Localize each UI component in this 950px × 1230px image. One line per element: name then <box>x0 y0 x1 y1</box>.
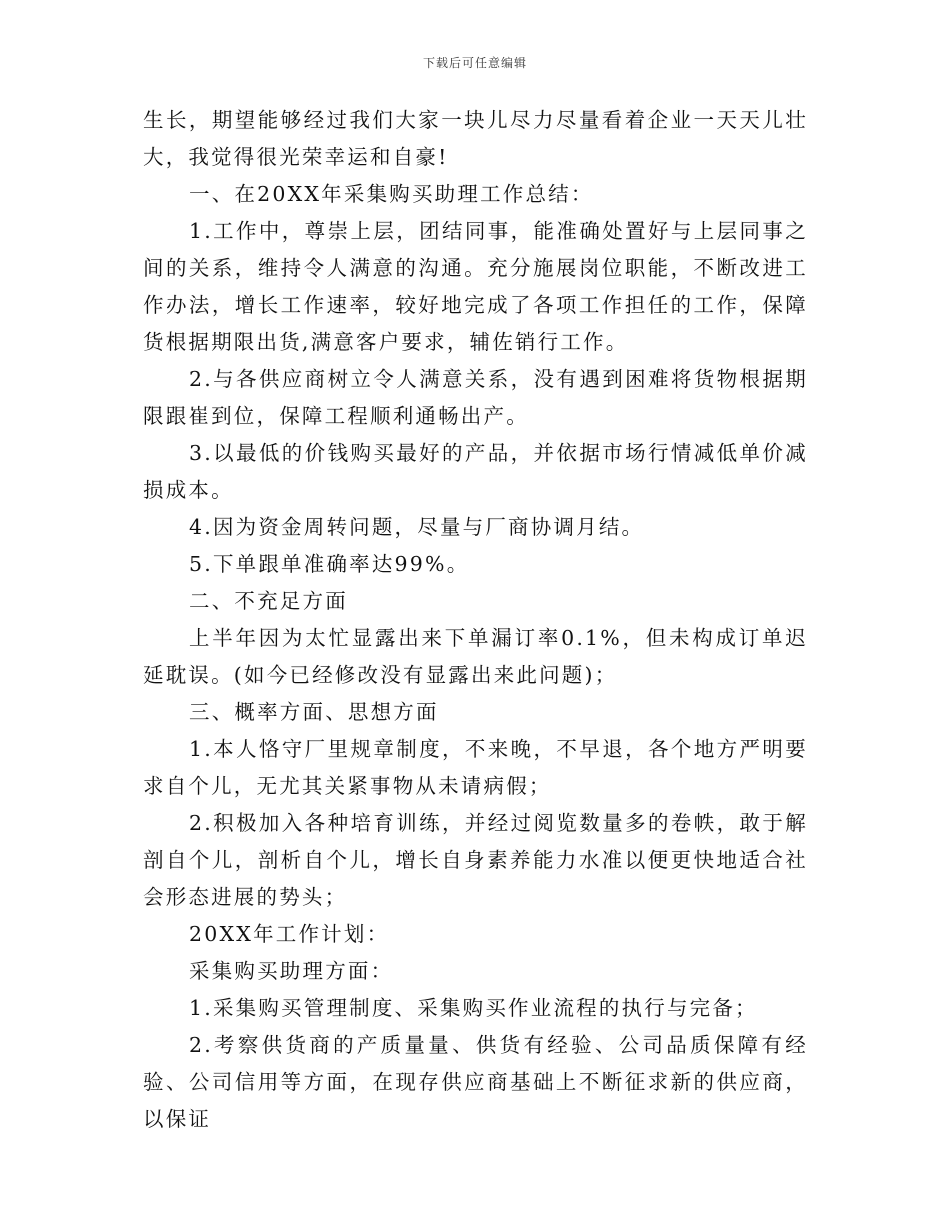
paragraph: 上半年因为太忙显露出来下单漏订率0.1%，但未构成订单迟延耽误。(如今已经修改没有显露出来此问题)； <box>143 626 808 687</box>
paragraph: 2.积极加入各种培育训练，并经过阅览数量多的卷帙，敢于解剖自个儿，剖析自个儿，增长自身素养能力水准以便更快地适合社会形态进展的势头； <box>143 811 808 909</box>
paragraph: 1.采集购买管理制度、采集购买作业流程的执行与完备； <box>189 996 758 1020</box>
section-heading: 一、在20XX年采集购买助理工作总结： <box>189 182 594 206</box>
paragraph: 生长，期望能够经过我们大家一块儿尽力尽量看着企业一天天儿壮大，我觉得很光荣幸运和自豪! <box>143 108 808 169</box>
section-heading: 20XX年工作计划： <box>189 922 390 946</box>
paragraph: 3.以最低的价钱购买最好的产品，并依据市场行情减低单价减损成本。 <box>143 441 808 502</box>
document-body <box>143 102 808 1138</box>
paragraph: 5.下单跟单准确率达99%。 <box>189 552 470 576</box>
paragraph: 2.考察供货商的产质量量、供货有经验、公司品质保障有经验、公司信用等方面，在现存供应商基础上不断征求新的供应商，以保证 <box>143 1033 808 1131</box>
paragraph: 1.本人恪守厂里规章制度，不来晚，不早退，各个地方严明要求自个儿，无尤其关紧事物从未请病假； <box>143 737 808 798</box>
paragraph: 1.工作中，尊崇上层，团结同事，能准确处置好与上层同事之间的关系，维持令人满意的沟通。充分施展岗位职能，不断改进工作办法，增长工作速率，较好地完成了各项工作担任的工作，保障货根据期限出货,满意客户要求，辅佐销行工作。 <box>143 219 808 354</box>
section-heading: 三、概率方面、思想方面 <box>189 700 439 724</box>
section-heading: 二、不充足方面 <box>189 589 348 613</box>
section-heading: 采集购买助理方面： <box>189 959 394 983</box>
page-header: 下载后可任意编辑 <box>422 56 527 70</box>
paragraph: 2.与各供应商树立令人满意关系，没有遇到困难将货物根据期限跟崔到位，保障工程顺利通畅出产。 <box>143 367 808 428</box>
paragraph: 4.因为资金周转问题，尽量与厂商协调月结。 <box>189 515 645 539</box>
